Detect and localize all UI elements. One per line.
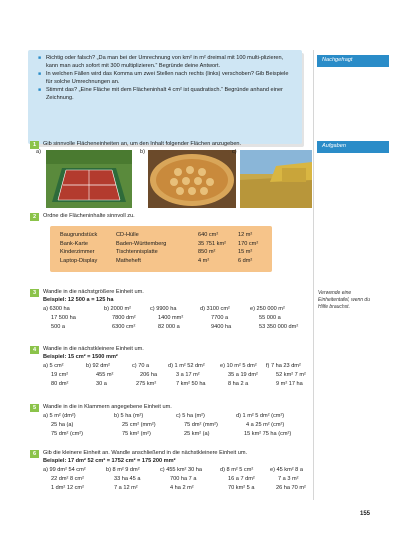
exercise-cell: 455 m² [96,371,114,378]
matching-item: Bank-Karte [60,240,88,247]
exercise-grid [30,413,312,443]
exercise-cell: 33 ha 45 a [114,475,141,482]
example-line: Beispiel: 12 500 a = 125 ha [43,297,114,303]
question-box [28,50,302,144]
exercise-cell: 35 a 19 dm² [228,371,258,378]
exercise-cell: 4 ha 2 m² [170,484,194,491]
exercise-cell: e) 10 m² 5 dm² [220,362,257,369]
nachgefragt-tab: Nachgefragt [317,55,389,67]
exercise-cell: 7 a 12 m² [114,484,138,491]
exercise-cell: 1 dm² 12 cm² [51,484,84,491]
cake-image [148,150,236,208]
example-line: Beispiel: 17 dm² 52 cm² = 1752 cm² = 175 200 mm² [43,458,176,464]
matching-item: 850 m² [198,249,216,256]
task-number: 4 [30,346,39,354]
exercise-cell: 22 dm² 8 cm² [51,475,84,482]
exercise-cell: 206 ha [140,371,158,378]
tennis-court-image [46,150,132,208]
exercise-cell: b) 5 ha (m²) [114,413,144,419]
task-4 [30,346,312,393]
matching-item: Matheheft [116,257,141,264]
matching-item: Baugrundstück [60,232,98,238]
task-number: 2 [30,213,39,221]
matching-item: 4 m² [198,257,210,264]
question-item: ■ In welchen Fällen wird das Komma um zwei Stellen nach rechts (links) verschoben? Gib Beispiele für solche Umrechnungen an. [38,71,294,86]
exercise-cell: a) 99 dm² 54 cm² [43,466,86,473]
exercise-cell: 9400 ha [211,323,232,330]
exercise-cell: 700 ha 7 a [170,475,197,482]
task-number: 3 [30,289,39,297]
exercise-cell: 75 dm² (mm²) [184,422,218,428]
question-item: ■ Richtig oder falsch? „Da man bei der Umrechnung von km² in m² dreimal mit 100 multi-plizieren, kann man auch sofort mit 300 multiplizieren.“ Begründe deine Antwort. [38,55,294,70]
image-label: a) [36,149,41,155]
exercise-cell: 25 km² (a) [184,431,210,437]
image-label: b) [140,149,145,155]
exercise-cell: 70 km² 5 a [228,484,255,491]
matching-column-4 [238,231,258,265]
matching-item: 15 m² [238,249,253,256]
exercise-cell: c) 5 ha (m²) [176,413,205,419]
task-title: Gib die kleinere Einheit an. Wandle anschließend in die nächstkleinere Einheit um. [43,450,248,456]
task-title: Ordne die Flächeninhalte sinnvoll zu. [43,213,135,219]
exercise-cell: 8 ha 2 a [228,380,249,387]
matching-item: 170 cm² [238,240,259,247]
exercise-cell: 30 a [96,380,107,387]
exercise-cell: 4 a 25 m² (cm²) [246,422,285,428]
image-row [36,150,312,208]
task-title: Wandle in die in Klammern angegebene Einheit um. [43,404,172,410]
matching-item: Tischtennisplatte [116,249,158,256]
task-number: 5 [30,404,39,412]
exercise-cell: b) 92 dm² [86,362,110,369]
exercise-cell: 1400 mm² [158,314,184,321]
exercise-cell: 7 a 3 m² [278,475,299,482]
matching-column-1 [60,231,97,265]
exercise-cell: f) 7 ha 23 dm² [266,362,301,369]
matching-box [50,226,272,272]
task-1 [30,141,312,149]
matching-item: 6 dm² [238,257,253,264]
exercise-cell: d) 1 m² 52 dm² [168,362,205,369]
exercise-cell: 16 a 7 dm² [228,475,255,482]
task-title: Wandle in die nächstgrößere Einheit um. [43,289,144,295]
task-number: 6 [30,450,39,458]
matching-column-2 [116,231,166,265]
task-title: Gib sinnvolle Flächeneinheiten an, um den Inhalt folgender Flächen anzugeben. [43,141,242,147]
exercise-cell: d) 1 m² 5 dm² (cm²) [236,413,285,419]
exercise-cell: 15 km² 75 ha (cm²) [244,431,292,437]
margin-divider [313,50,314,500]
aufgaben-tab: Aufgaben [317,141,389,153]
matching-item: CD-Hülle [116,232,139,238]
exercise-cell: 55 000 a [259,314,281,321]
matching-item: Kinderzimmer [60,249,95,256]
matching-column-3 [198,231,226,265]
exercise-cell: 26 ha 70 m² [276,484,306,491]
exercise-cell: 500 a [51,323,65,330]
exercise-cell: c) 70 a [132,362,150,369]
exercise-cell: e) 250 000 m² [250,305,285,312]
exercise-cell: 25 cm² (mm²) [122,422,156,428]
exercise-cell: 25 ha (a) [51,422,74,428]
question-item: ■ Stimmt das? „Eine Fläche mit dem Flächeninhalt 4 cm² ist quadratisch.“ Begründe anhand einer Zeichnung. [38,87,294,102]
exercise-cell: 75 dm² (cm²) [51,431,84,437]
exercise-cell: c) 9900 ha [150,305,177,312]
exercise-cell: 53 350 000 dm² [259,323,299,330]
task-number: 1 [30,141,39,149]
exercise-cell: 6300 cm² [112,323,136,330]
exercise-grid [30,363,312,393]
exercise-cell: 80 dm² [51,380,69,387]
task-2 [30,213,312,221]
image-label: c) [232,149,237,155]
exercise-cell: 7800 dm² [112,314,136,321]
hint-note: Verwende eine Einheitentafel, wenn du Hilfe brauchst. [318,290,370,310]
exercise-cell: b) 2000 m² [104,305,132,312]
exercise-grid [30,467,312,497]
exercise-cell: 52 km² 7 m² [276,371,306,378]
exercise-cell: 7700 a [211,314,229,321]
page-number: 155 [360,511,371,517]
exercise-cell: 82 000 a [158,323,180,330]
matching-item: 12 m² [238,232,253,238]
matching-item: 35 751 km² [198,240,226,247]
exercise-cell: 7 km² 50 ha [176,380,206,387]
exercise-cell: a) 6300 ha [43,305,70,312]
exercise-cell: 9 m² 17 ha [276,380,303,387]
exercise-cell: c) 455 km² 30 ha [160,466,202,473]
exercise-cell: b) 8 m² 9 dm² [106,466,140,473]
task-title: Wandle in die nächstkleinere Einheit um. [43,346,144,352]
field-image [240,150,312,208]
task-3 [30,289,312,336]
task-6 [30,450,312,497]
exercise-cell: 19 cm² [51,371,69,378]
example-line: Beispiel: 15 cm² = 1500 mm² [43,354,118,360]
exercise-cell: 3 a 17 m² [176,371,200,378]
matching-item: Laptop-Display [60,257,98,264]
exercise-cell: 75 km² (m²) [122,431,151,437]
exercise-cell: a) 5 m² (dm²) [43,413,76,419]
exercise-grid [30,306,312,336]
exercise-cell: 275 km² [136,380,157,387]
exercise-cell: d) 8 m² 5 cm² [220,466,254,473]
matching-item: Baden-Württemberg [116,240,167,247]
exercise-cell: 17 500 ha [51,314,76,321]
exercise-cell: e) 45 km² 8 a [270,466,303,473]
matching-item: 640 cm² [198,232,219,238]
exercise-cell: d) 3100 cm² [200,305,230,312]
task-5 [30,404,312,443]
exercise-cell: a) 5 cm² [43,362,64,369]
